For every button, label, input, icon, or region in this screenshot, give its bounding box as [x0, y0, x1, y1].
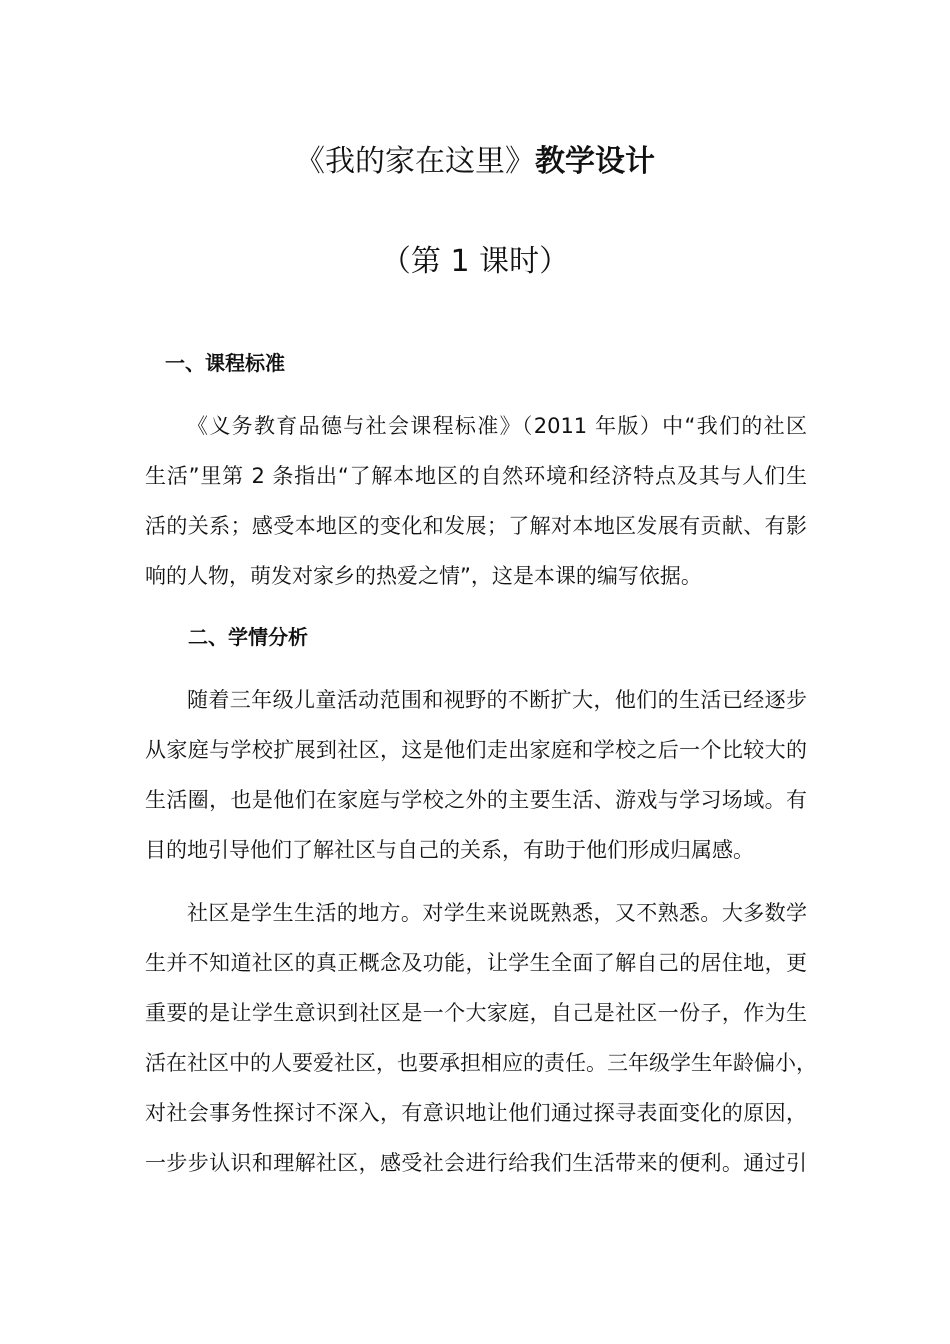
paragraph-line: 随着三年级儿童活动范围和视野的不断扩大，他们的生活已经逐步 [187, 688, 807, 712]
paragraph-student-analysis-1 [145, 675, 807, 875]
document-title [0, 140, 950, 184]
document-subtitle: （第 1 课时） [380, 244, 570, 279]
paragraph-line: 一步步认识和理解社区，感受社会进行给我们生活带来的便利。通过引 [145, 1151, 807, 1175]
paragraph-student-analysis-2 [145, 888, 817, 1188]
paragraph-line: 生活”里第 2 条指出“了解本地区的自然环境和经济特点及其与人们生 [145, 464, 807, 488]
paragraph-line: 生活圈，也是他们在家庭与学校之外的主要生活、游戏与学习场域。有 [145, 788, 807, 812]
title-bold-part: 教学设计 [535, 144, 655, 179]
section-heading-curriculum-standard: 一、课程标准 [165, 351, 285, 375]
paragraph-line: 对社会事务性探讨不深入，有意识地让他们通过探寻表面变化的原因， [145, 1101, 807, 1125]
paragraph-line: 《义务教育品德与社会课程标准》（2011 年版）中“我们的社区 [187, 414, 807, 438]
paragraph-line: 重要的是让学生意识到社区是一个大家庭，自己是社区一份子，作为生 [145, 1001, 807, 1025]
paragraph-line: 活的关系；感受本地区的变化和发展；了解对本地区发展有贡献、有影 [145, 514, 807, 538]
paragraph-line: 从家庭与学校扩展到社区，这是他们走出家庭和学校之后一个比较大的 [145, 738, 807, 762]
paragraph-line: 生并不知道社区的真正概念及功能，让学生全面了解自己的居住地，更 [145, 951, 807, 975]
title-regular-part: 《我的家在这里》 [295, 144, 535, 179]
paragraph-curriculum-standard [145, 401, 807, 601]
paragraph-line: 目的地引导他们了解社区与自己的关系，有助于他们形成归属感。 [145, 838, 754, 862]
paragraph-line: 社区是学生生活的地方。对学生来说既熟悉，又不熟悉。大多数学 [187, 901, 807, 925]
paragraph-line: 活在社区中的人要爱社区，也要承担相应的责任。三年级学生年龄偏小， [145, 1051, 817, 1075]
paragraph-line: 响的人物，萌发对家乡的热爱之情”，这是本课的编写依据。 [145, 564, 702, 588]
section-heading-student-analysis: 二、学情分析 [188, 625, 308, 649]
